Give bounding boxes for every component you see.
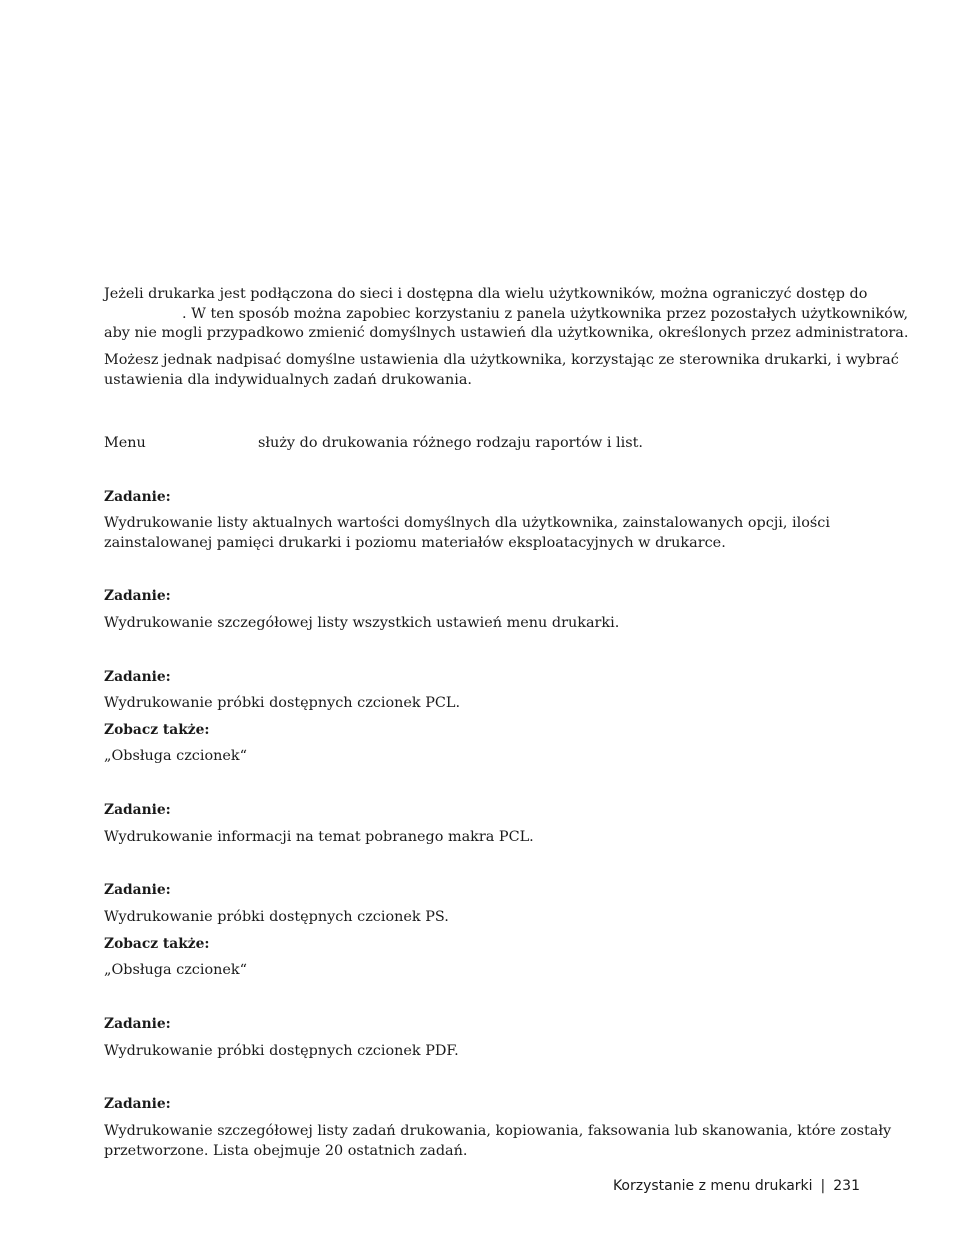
page-footer <box>613 1178 860 1194</box>
task-text: zainstalowanej pamięci drukarki i poziomu materiałów eksploatacyjnych w drukarce. <box>104 534 726 551</box>
intro-paragraph-1 <box>104 285 909 344</box>
intro-paragraph-2 <box>104 351 899 390</box>
see-also-text[interactable]: „Obsługa czcionek“ <box>104 962 247 978</box>
intro-line: aby nie mogli przypadkowo zmienić domyślnych ustawień dla użytkownika, określonych przez administratora. <box>104 325 909 341</box>
task-text: Wydrukowanie szczegółowej listy zadań drukowania, kopiowania, faksowania lub skanowania, które zostały <box>104 1123 892 1139</box>
task-label: Zadanie: <box>104 1096 171 1112</box>
task-description <box>104 1122 892 1161</box>
task-description <box>104 514 864 553</box>
see-also-link[interactable] <box>104 961 864 981</box>
task-label: Zadanie: <box>104 1016 171 1032</box>
menu-description-text: służy do drukowania różnego rodzaju raportów i list. <box>258 435 643 451</box>
see-also-section <box>104 721 864 741</box>
task-text: Wydrukowanie informacji na temat pobranego makra PCL. <box>104 829 534 845</box>
menu-description <box>104 434 864 454</box>
task-label: Zadanie: <box>104 882 171 898</box>
task-text: Wydrukowanie próbki dostępnych czcionek PS. <box>104 909 449 925</box>
task-label: Zadanie: <box>104 669 171 685</box>
document-page <box>104 0 909 1235</box>
task-text: Wydrukowanie szczegółowej listy wszystkich ustawień menu drukarki. <box>104 615 620 631</box>
intro-line: Jeżeli drukarka jest podłączona do sieci i dostępna dla wielu użytkowników, można ograniczyć dostęp do <box>104 286 868 302</box>
task-label: Zadanie: <box>104 802 171 818</box>
task-description <box>104 694 864 714</box>
task-section <box>104 488 864 508</box>
task-section <box>104 668 864 688</box>
see-also-label: Zobacz także: <box>104 936 210 952</box>
task-section <box>104 1095 864 1115</box>
task-text: Wydrukowanie próbki dostępnych czcionek PCL. <box>104 695 461 711</box>
footer-separator: | <box>820 1178 826 1194</box>
footer-chapter-title: Korzystanie z menu drukarki <box>612 1178 813 1194</box>
task-text: Wydrukowanie listy aktualnych wartości domyślnych dla użytkownika, zainstalowanych opcji, ilości <box>104 515 830 531</box>
task-description <box>104 828 864 848</box>
task-description <box>104 908 864 928</box>
task-description <box>104 1042 864 1062</box>
task-text: Wydrukowanie próbki dostępnych czcionek PDF. <box>104 1043 459 1059</box>
task-section <box>104 881 864 901</box>
intro-line: Możesz jednak nadpisać domyślne ustawienia dla użytkownika, korzystając ze sterownika drukarki, i wybrać <box>104 352 899 368</box>
footer-page-number: 231 <box>833 1178 860 1194</box>
intro-line: . W ten sposób można zapobiec korzystaniu z panela użytkownika przez pozostałych użytkowników, <box>182 305 909 322</box>
task-label: Zadanie: <box>104 489 171 505</box>
task-section <box>104 1015 864 1035</box>
task-text: przetworzone. Lista obejmuje 20 ostatnich zadań. <box>104 1142 468 1159</box>
see-also-link[interactable] <box>104 747 864 767</box>
see-also-label: Zobacz także: <box>104 722 210 738</box>
see-also-text[interactable]: „Obsługa czcionek“ <box>104 748 247 764</box>
task-section <box>104 801 864 821</box>
intro-line: ustawienia dla indywidualnych zadań drukowania. <box>104 371 473 388</box>
menu-word: Menu <box>104 435 146 451</box>
see-also-section <box>104 935 864 955</box>
task-section <box>104 587 864 607</box>
task-description <box>104 614 864 634</box>
task-label: Zadanie: <box>104 588 171 604</box>
